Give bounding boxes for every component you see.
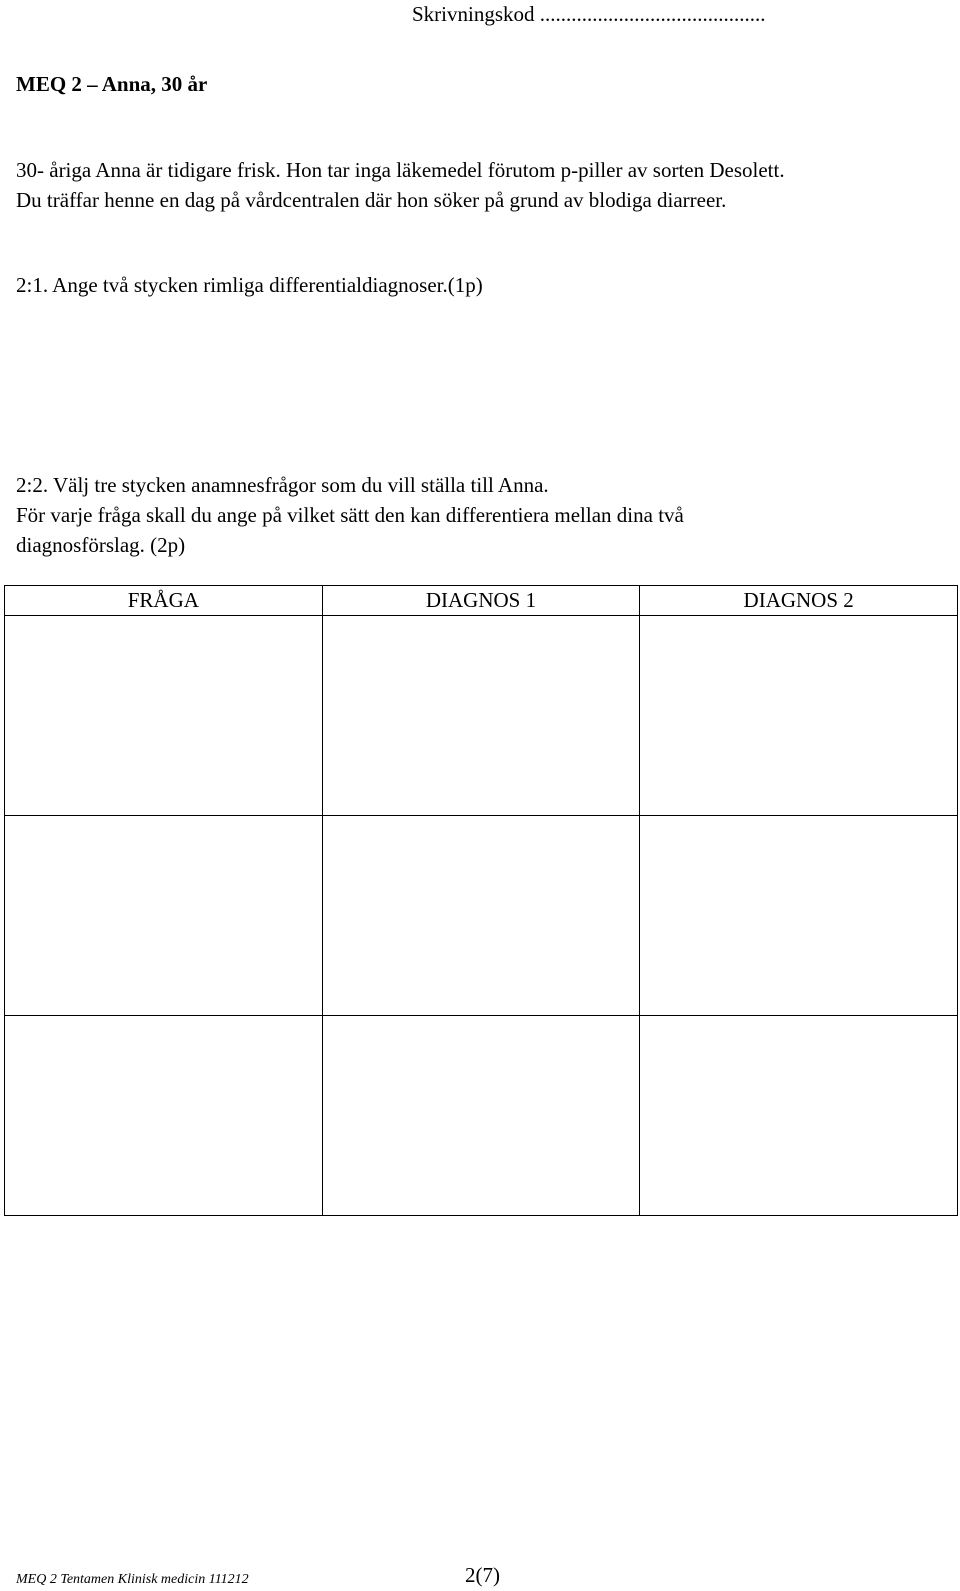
case-description-line-1: 30- åriga Anna är tidigare frisk. Hon tar inga läkemedel förutom p-piller av sorten Desolett.	[16, 158, 785, 182]
column-header-question: FRÅGA	[5, 586, 323, 616]
answer-cell-diagnosis-1[interactable]	[322, 616, 640, 816]
page-title: MEQ 2 – Anna, 30 år	[16, 72, 208, 96]
question-2-1: 2:1. Ange två stycken rimliga differentialdiagnoser.(1p)	[16, 273, 483, 297]
answer-cell-diagnosis-1[interactable]	[322, 1016, 640, 1216]
answer-cell-diagnosis-1[interactable]	[322, 816, 640, 1016]
question-2-2-line-3: diagnosförslag. (2p)	[16, 533, 186, 557]
table-header-row	[5, 586, 958, 616]
answer-cell-diagnosis-2[interactable]	[640, 1016, 958, 1216]
column-header-diagnosis-2: DIAGNOS 2	[640, 586, 958, 616]
question-2-2-line-1: 2:2. Välj tre stycken anamnesfrågor som du vill ställa till Anna.	[16, 473, 549, 497]
column-header-diagnosis-1: DIAGNOS 1	[322, 586, 640, 616]
table-row	[5, 616, 958, 816]
answer-cell-diagnosis-2[interactable]	[640, 816, 958, 1016]
answer-cell-question[interactable]	[5, 616, 323, 816]
answer-cell-diagnosis-2[interactable]	[640, 616, 958, 816]
question-2-2-line-2: För varje fråga skall du ange på vilket sätt den kan differentiera mellan dina två	[16, 503, 684, 527]
table-row	[5, 1016, 958, 1216]
page-number: 2(7)	[465, 1563, 500, 1587]
answer-table	[4, 585, 958, 1216]
table-row	[5, 816, 958, 1016]
footer-course-info: MEQ 2 Tentamen Klinisk medicin 111212	[16, 1572, 249, 1587]
writing-code-field: Skrivningskod ...........................................	[412, 2, 766, 26]
case-description-line-2: Du träffar henne en dag på vårdcentralen där hon söker på grund av blodiga diarreer.	[16, 188, 727, 212]
answer-cell-question[interactable]	[5, 1016, 323, 1216]
answer-cell-question[interactable]	[5, 816, 323, 1016]
